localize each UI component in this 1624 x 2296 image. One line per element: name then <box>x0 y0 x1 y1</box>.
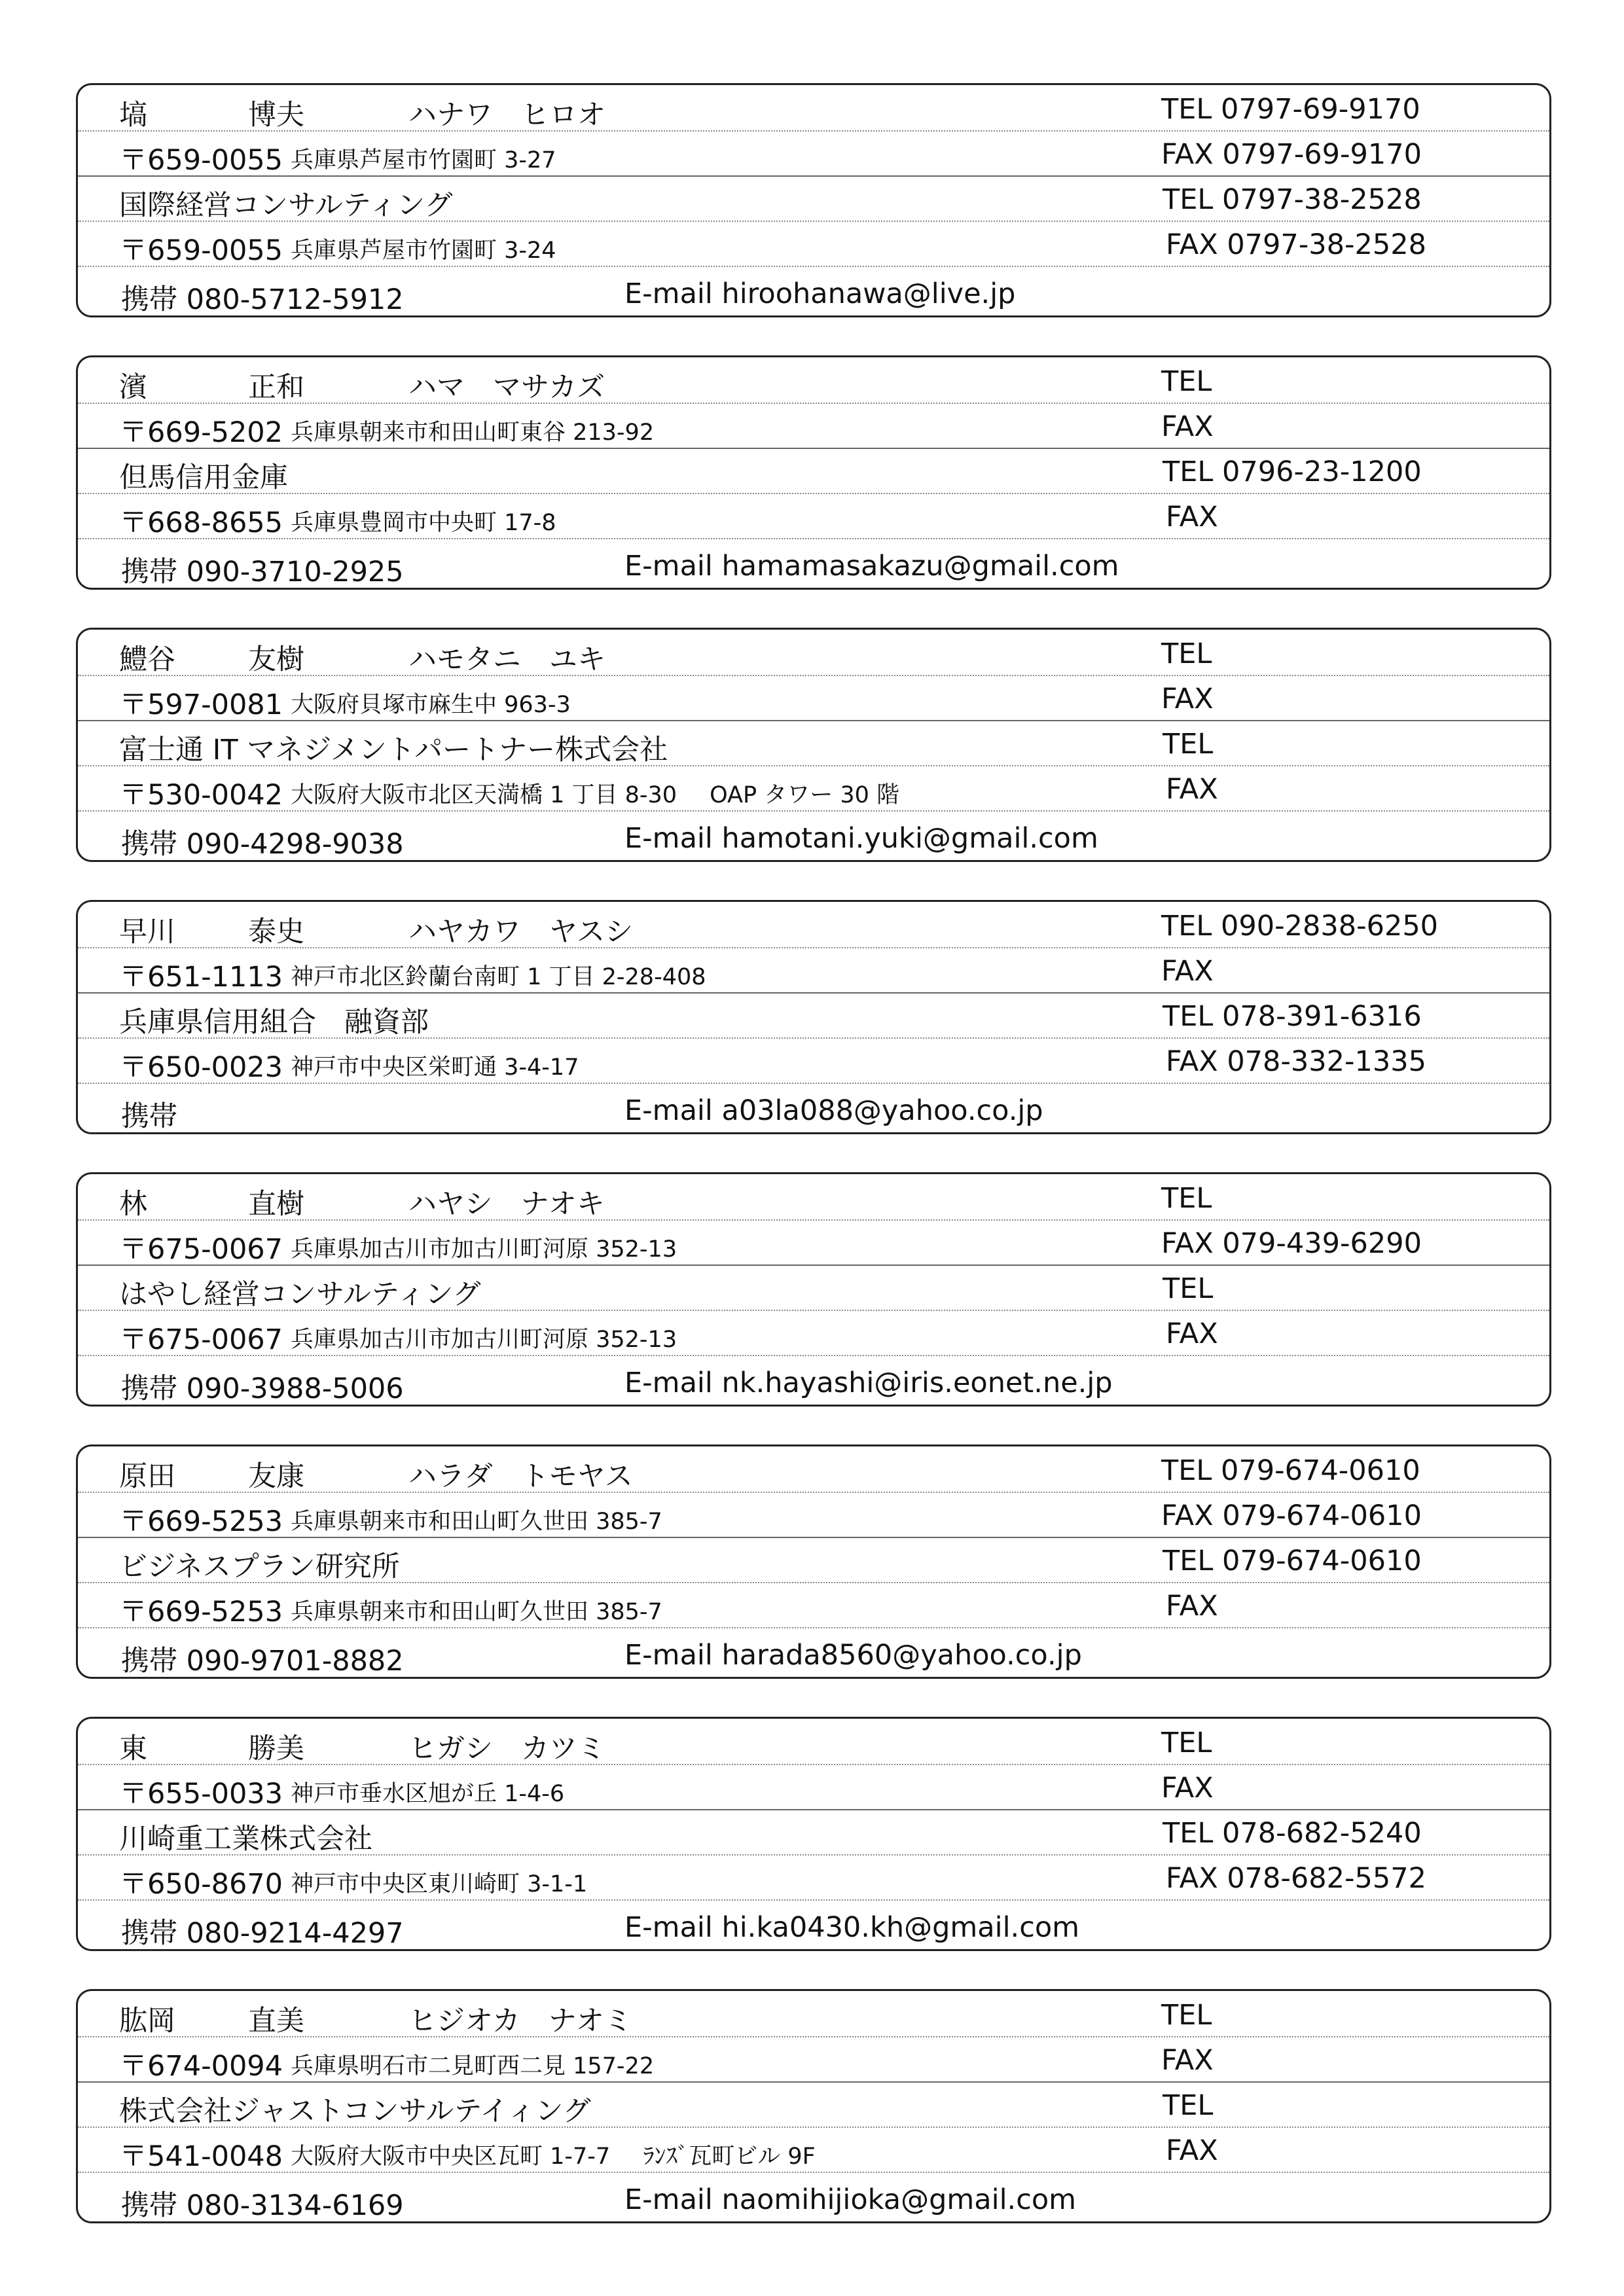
home-fax: FAX <box>1161 1772 1214 1804</box>
home-address-row <box>78 403 1549 449</box>
contact-card <box>76 355 1551 590</box>
company-name: 但馬信用金庫 <box>119 461 288 494</box>
email-address: E-mail hamotani.yuki@gmail.com <box>624 822 1098 855</box>
work-fax: FAX <box>1166 2134 1218 2167</box>
work-address-row <box>78 765 1549 812</box>
work-address-line2: OAP タワー 30 階 <box>710 782 899 808</box>
home-address-line1: 兵庫県明石市二見町西二見 157-22 <box>291 2053 655 2079</box>
company-row <box>78 720 1549 766</box>
surname: 濱 <box>119 371 147 404</box>
work-postal: 〒659-0055 <box>119 234 283 267</box>
work-address-line2: ﾗﾝｽﾞ瓦町ビル 9F <box>643 2144 816 2170</box>
given-name: 博夫 <box>248 99 304 132</box>
home-postal: 〒669-5202 <box>119 416 283 449</box>
work-address-row <box>78 221 1549 267</box>
home-tel: TEL <box>1161 1727 1212 1759</box>
work-tel: TEL 078-682-5240 <box>1163 1817 1422 1850</box>
work-fax: FAX 078-682-5572 <box>1166 1862 1426 1895</box>
home-address <box>291 1503 695 1536</box>
mobile-email-row <box>78 538 1549 588</box>
home-tel: TEL <box>1161 365 1212 398</box>
company-name: ビジネスプラン研究所 <box>119 1551 400 1583</box>
home-address-row <box>78 1219 1549 1266</box>
home-address <box>291 2048 687 2081</box>
company-name: 兵庫県信用組合 融資部 <box>119 1006 429 1039</box>
home-address-line1: 兵庫県芦屋市竹園町 3-27 <box>291 147 556 173</box>
home-fax: FAX 0797-69-9170 <box>1161 138 1422 171</box>
home-address-line1: 大阪府貝塚市麻生中 963-3 <box>291 692 571 718</box>
home-address-row <box>78 1764 1549 1810</box>
home-address-line1: 兵庫県加古川市加古川町河原 352-13 <box>291 1236 677 1263</box>
work-address <box>291 777 899 810</box>
home-address <box>291 414 687 447</box>
name-row <box>78 1174 1549 1221</box>
name-kana: ハマ マサカズ <box>408 371 605 404</box>
work-fax: FAX <box>1166 1590 1218 1623</box>
work-address-row <box>78 1854 1549 1901</box>
home-tel: TEL <box>1161 637 1212 670</box>
work-tel: TEL <box>1163 728 1214 761</box>
work-address <box>291 1321 710 1354</box>
home-address-row <box>78 2036 1549 2083</box>
work-address-line1: 神戸市中央区東川崎町 3-1-1 <box>291 1871 588 1897</box>
surname: 東 <box>119 1732 147 1765</box>
email-address: E-mail hamamasakazu@gmail.com <box>624 550 1119 583</box>
contact-card <box>76 628 1551 862</box>
mobile-email-row <box>78 2172 1549 2221</box>
home-address-line1: 兵庫県朝来市和田山町久世田 385-7 <box>291 1509 662 1535</box>
work-postal: 〒530-0042 <box>119 779 283 812</box>
mobile-phone: 携帯 090-3988-5006 <box>121 1372 404 1405</box>
mobile-email-row <box>78 266 1549 315</box>
mobile-phone: 携帯 <box>121 1100 177 1133</box>
work-fax: FAX 0797-38-2528 <box>1166 228 1426 261</box>
home-address-line1: 兵庫県朝来市和田山町東谷 213-92 <box>291 420 655 446</box>
company-name: 川崎重工業株式会社 <box>119 1823 372 1856</box>
work-postal: 〒650-8670 <box>119 1868 283 1901</box>
work-address-row <box>78 1037 1549 1084</box>
company-row <box>78 448 1549 494</box>
work-tel: TEL <box>1163 1272 1214 1305</box>
home-address-line1: 神戸市北区鈴蘭台南町 1 丁目 2-28-408 <box>291 964 706 990</box>
home-fax: FAX <box>1161 955 1214 988</box>
work-postal: 〒675-0067 <box>119 1323 283 1356</box>
work-address-line1: 兵庫県加古川市加古川町河原 352-13 <box>291 1327 677 1353</box>
home-address <box>291 687 604 719</box>
mobile-email-row <box>78 1899 1549 1949</box>
company-row <box>78 1809 1549 1856</box>
name-row <box>78 1719 1549 1765</box>
contact-card <box>76 1717 1551 1951</box>
home-postal: 〒674-0094 <box>119 2050 283 2083</box>
work-tel: TEL 0796-23-1200 <box>1163 456 1422 488</box>
home-postal: 〒597-0081 <box>119 689 283 721</box>
home-address <box>291 1776 597 1808</box>
home-address <box>291 1231 710 1264</box>
surname: 塙 <box>119 99 147 132</box>
work-postal: 〒541-0048 <box>119 2140 283 2173</box>
surname: 鱧谷 <box>119 643 175 676</box>
work-address-line1: 神戸市中央区栄町通 3-4-17 <box>291 1054 579 1081</box>
contact-card <box>76 1444 1551 1679</box>
work-address-line1: 兵庫県芦屋市竹園町 3-24 <box>291 238 556 264</box>
work-address <box>291 1594 695 1626</box>
work-postal: 〒669-5253 <box>119 1596 283 1628</box>
home-tel: TEL <box>1161 1182 1212 1215</box>
mobile-email-row <box>78 1083 1549 1132</box>
given-name: 泰史 <box>248 916 304 948</box>
work-address-row <box>78 1582 1549 1628</box>
work-address-line1: 兵庫県朝来市和田山町久世田 385-7 <box>291 1599 662 1625</box>
surname: 肱岡 <box>119 2005 175 2037</box>
work-address-row <box>78 1310 1549 1356</box>
home-tel: TEL 0797-69-9170 <box>1161 93 1420 126</box>
home-address-line1: 神戸市垂水区旭が丘 1-4-6 <box>291 1781 565 1807</box>
work-fax: FAX 078-332-1335 <box>1166 1045 1426 1078</box>
name-kana: ハヤカワ ヤスシ <box>408 916 634 948</box>
work-fax: FAX <box>1166 773 1218 806</box>
work-postal: 〒668-8655 <box>119 507 283 539</box>
work-address <box>291 232 589 265</box>
name-kana: ヒジオカ ナオミ <box>408 2005 632 2037</box>
mobile-email-row <box>78 1627 1549 1677</box>
work-address-line1: 大阪府大阪市中央区瓦町 1-7-7 <box>291 2144 611 2170</box>
mobile-email-row <box>78 810 1549 860</box>
work-tel: TEL 078-391-6316 <box>1163 1000 1422 1033</box>
work-address-line1: 大阪府大阪市北区天満橋 1 丁目 8-30 <box>291 782 677 808</box>
work-address-row <box>78 2126 1549 2173</box>
name-kana: ハモタニ ユキ <box>408 643 605 676</box>
home-fax: FAX <box>1161 2044 1214 2077</box>
given-name: 直樹 <box>248 1188 304 1221</box>
given-name: 友康 <box>248 1460 304 1493</box>
email-address: E-mail harada8560@yahoo.co.jp <box>624 1639 1082 1672</box>
home-postal: 〒655-0033 <box>119 1778 283 1810</box>
home-tel: TEL 090-2838-6250 <box>1161 910 1439 942</box>
name-row <box>78 902 1549 948</box>
work-tel: TEL 079-674-0610 <box>1163 1545 1422 1577</box>
home-fax: FAX 079-439-6290 <box>1161 1227 1422 1260</box>
name-kana: ヒガシ カツミ <box>408 1732 605 1765</box>
mobile-phone: 携帯 080-3134-6169 <box>121 2189 404 2222</box>
home-postal: 〒669-5253 <box>119 1505 283 1538</box>
work-postal: 〒650-0023 <box>119 1051 283 1084</box>
home-address-row <box>78 1492 1549 1538</box>
given-name: 勝美 <box>248 1732 304 1765</box>
name-row <box>78 357 1549 404</box>
name-row <box>78 1991 1549 2037</box>
work-address <box>291 1049 611 1082</box>
mobile-email-row <box>78 1355 1549 1405</box>
mobile-phone: 携帯 090-3710-2925 <box>121 556 404 588</box>
company-name: はやし経営コンサルティング <box>119 1278 481 1311</box>
name-row <box>78 85 1549 132</box>
contact-card <box>76 1989 1551 2223</box>
mobile-phone: 携帯 090-4298-9038 <box>121 828 404 861</box>
home-address <box>291 142 589 175</box>
name-kana: ハラダ トモヤス <box>408 1460 633 1493</box>
mobile-phone: 携帯 080-5712-5912 <box>121 283 404 316</box>
given-name: 友樹 <box>248 643 304 676</box>
work-address-row <box>78 493 1549 539</box>
contact-card <box>76 900 1551 1134</box>
contact-card <box>76 83 1551 317</box>
work-fax: FAX <box>1166 1318 1218 1350</box>
home-fax: FAX <box>1161 683 1214 715</box>
work-tel: TEL 0797-38-2528 <box>1163 183 1422 216</box>
name-kana: ハヤシ ナオキ <box>408 1188 605 1221</box>
company-row <box>78 2081 1549 2128</box>
company-row <box>78 1265 1549 1311</box>
home-tel: TEL 079-674-0610 <box>1161 1454 1420 1487</box>
company-row <box>78 175 1549 222</box>
mobile-phone: 携帯 090-9701-8882 <box>121 1645 404 1677</box>
given-name: 直美 <box>248 2005 304 2037</box>
work-address-line1: 兵庫県豊岡市中央町 17-8 <box>291 510 556 536</box>
name-row <box>78 1446 1549 1493</box>
company-name: 富士通 IT マネジメントパートナー株式会社 <box>119 734 668 766</box>
home-postal: 〒659-0055 <box>119 144 283 177</box>
surname: 林 <box>119 1188 147 1221</box>
surname: 早川 <box>119 916 175 948</box>
surname: 原田 <box>119 1460 175 1493</box>
name-kana: ハナワ ヒロオ <box>408 99 605 132</box>
company-row <box>78 992 1549 1039</box>
home-fax: FAX <box>1161 410 1214 443</box>
home-address-row <box>78 130 1549 177</box>
email-address: E-mail naomihijioka@gmail.com <box>624 2183 1077 2216</box>
home-postal: 〒651-1113 <box>119 961 283 994</box>
name-row <box>78 630 1549 676</box>
work-address <box>291 505 589 537</box>
email-address: E-mail a03la088@yahoo.co.jp <box>624 1094 1043 1127</box>
work-address <box>291 2138 816 2171</box>
company-name: 国際経営コンサルティング <box>119 189 453 222</box>
email-address: E-mail nk.hayashi@iris.eonet.ne.jp <box>624 1367 1113 1399</box>
home-address-row <box>78 947 1549 994</box>
home-tel: TEL <box>1161 1999 1212 2032</box>
given-name: 正和 <box>248 371 304 404</box>
contact-card <box>76 1172 1551 1407</box>
work-fax: FAX <box>1166 501 1218 533</box>
home-fax: FAX 079-674-0610 <box>1161 1499 1422 1532</box>
work-tel: TEL <box>1163 2089 1214 2122</box>
company-name: 株式会社ジャストコンサルテイィング <box>119 2095 591 2128</box>
mobile-phone: 携帯 080-9214-4297 <box>121 1917 404 1950</box>
work-address <box>291 1866 620 1899</box>
email-address: E-mail hi.ka0430.kh@gmail.com <box>624 1911 1080 1944</box>
home-postal: 〒675-0067 <box>119 1233 283 1266</box>
home-address <box>291 959 739 992</box>
home-address-row <box>78 675 1549 721</box>
email-address: E-mail hiroohanawa@live.jp <box>624 278 1016 310</box>
company-row <box>78 1537 1549 1583</box>
